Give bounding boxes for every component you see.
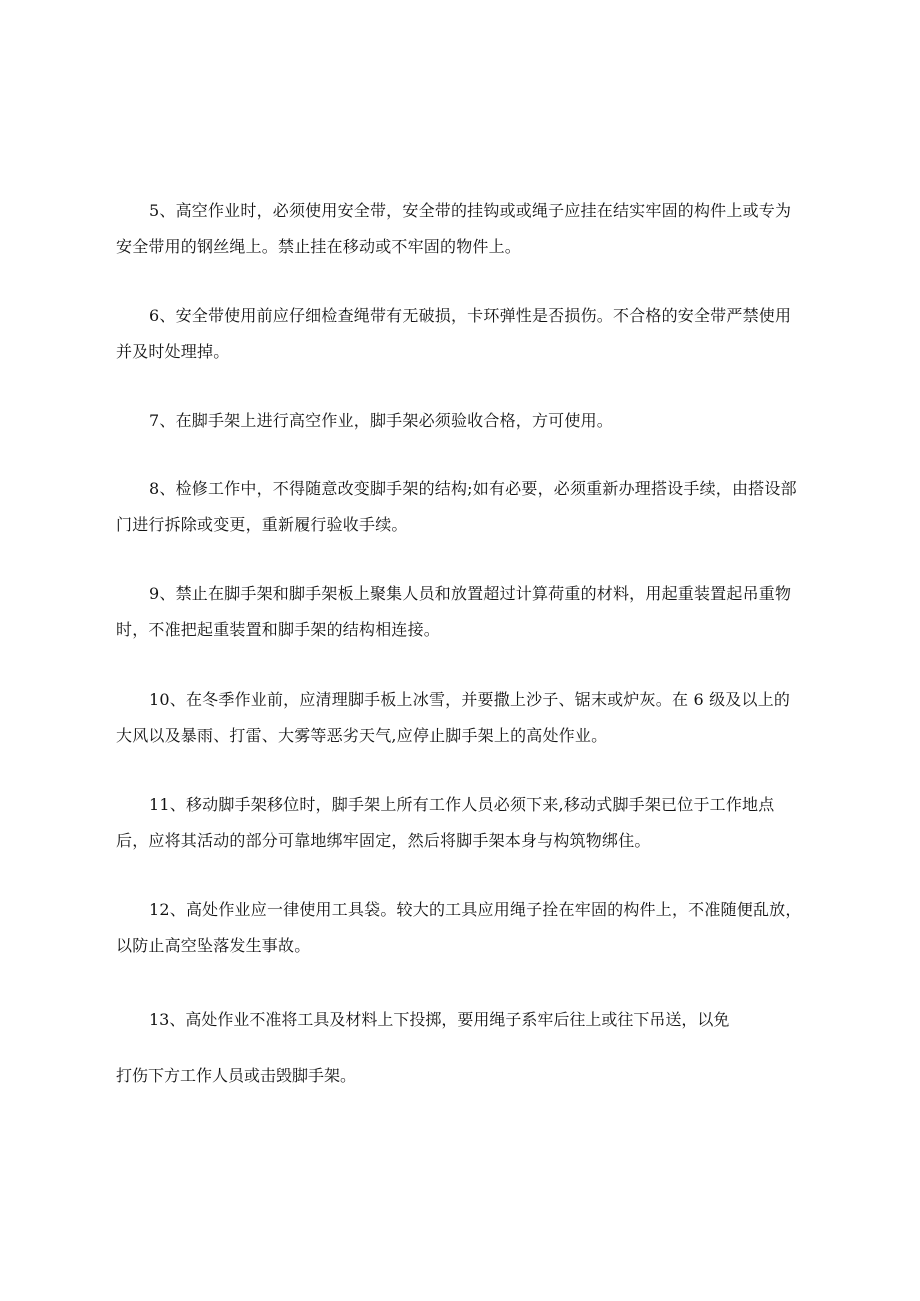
paragraph-8: 8、检修工作中，不得随意改变脚手架的结构;如有必要，必须重新办理搭设手续，由搭设部门进行拆除或变更，重新履行验收手续。 [116,479,797,534]
paragraph-12: 12、高处作业应一律使用工具袋。较大的工具应用绳子拴在牢固的构件上，不准随便乱放，以防止高空坠落发生事故。 [116,900,802,955]
paragraph-10: 10、在冬季作业前，应清理脚手板上冰雪，并要撒上沙子、锯末或炉灰。在 6 级及以上的大风以及暴雨、打雷、大雾等恶劣天气,应停止脚手架上的高处作业。 [116,690,791,745]
paragraph-9: 9、禁止在脚手架和脚手架板上聚集人员和放置超过计算荷重的材料，用起重装置起吊重物时，不准把起重装置和脚手架的结构相连接。 [116,584,792,639]
paragraph-13-line-2: 打伤下方工作人员或击毁脚手架。 [116,1066,357,1085]
paragraph-5: 5、高空作业时，必须使用安全带，安全带的挂钩或或绳子应挂在结实牢固的构件上或专为安全带用的钢丝绳上。禁止挂在移动或不牢固的物件上。 [116,201,792,256]
paragraph-13-line-1: 13、高处作业不准将工具及材料上下投掷，要用绳子系牢后往上或往下吊送，以免 [149,1010,730,1029]
paragraph-6: 6、安全带使用前应仔细检查绳带有无破损，卡环弹性是否损伤。不合格的安全带严禁使用并及时处理掉。 [116,306,792,361]
paragraph-11: 11、移动脚手架移位时，脚手架上所有工作人员必须下来,移动式脚手架已位于工作地点后，应将其活动的部分可靠地绑牢固定，然后将脚手架本身与构筑物绑住。 [116,795,775,850]
paragraph-7: 7、在脚手架上进行高空作业，脚手架必须验收合格，方可使用。 [149,411,613,430]
